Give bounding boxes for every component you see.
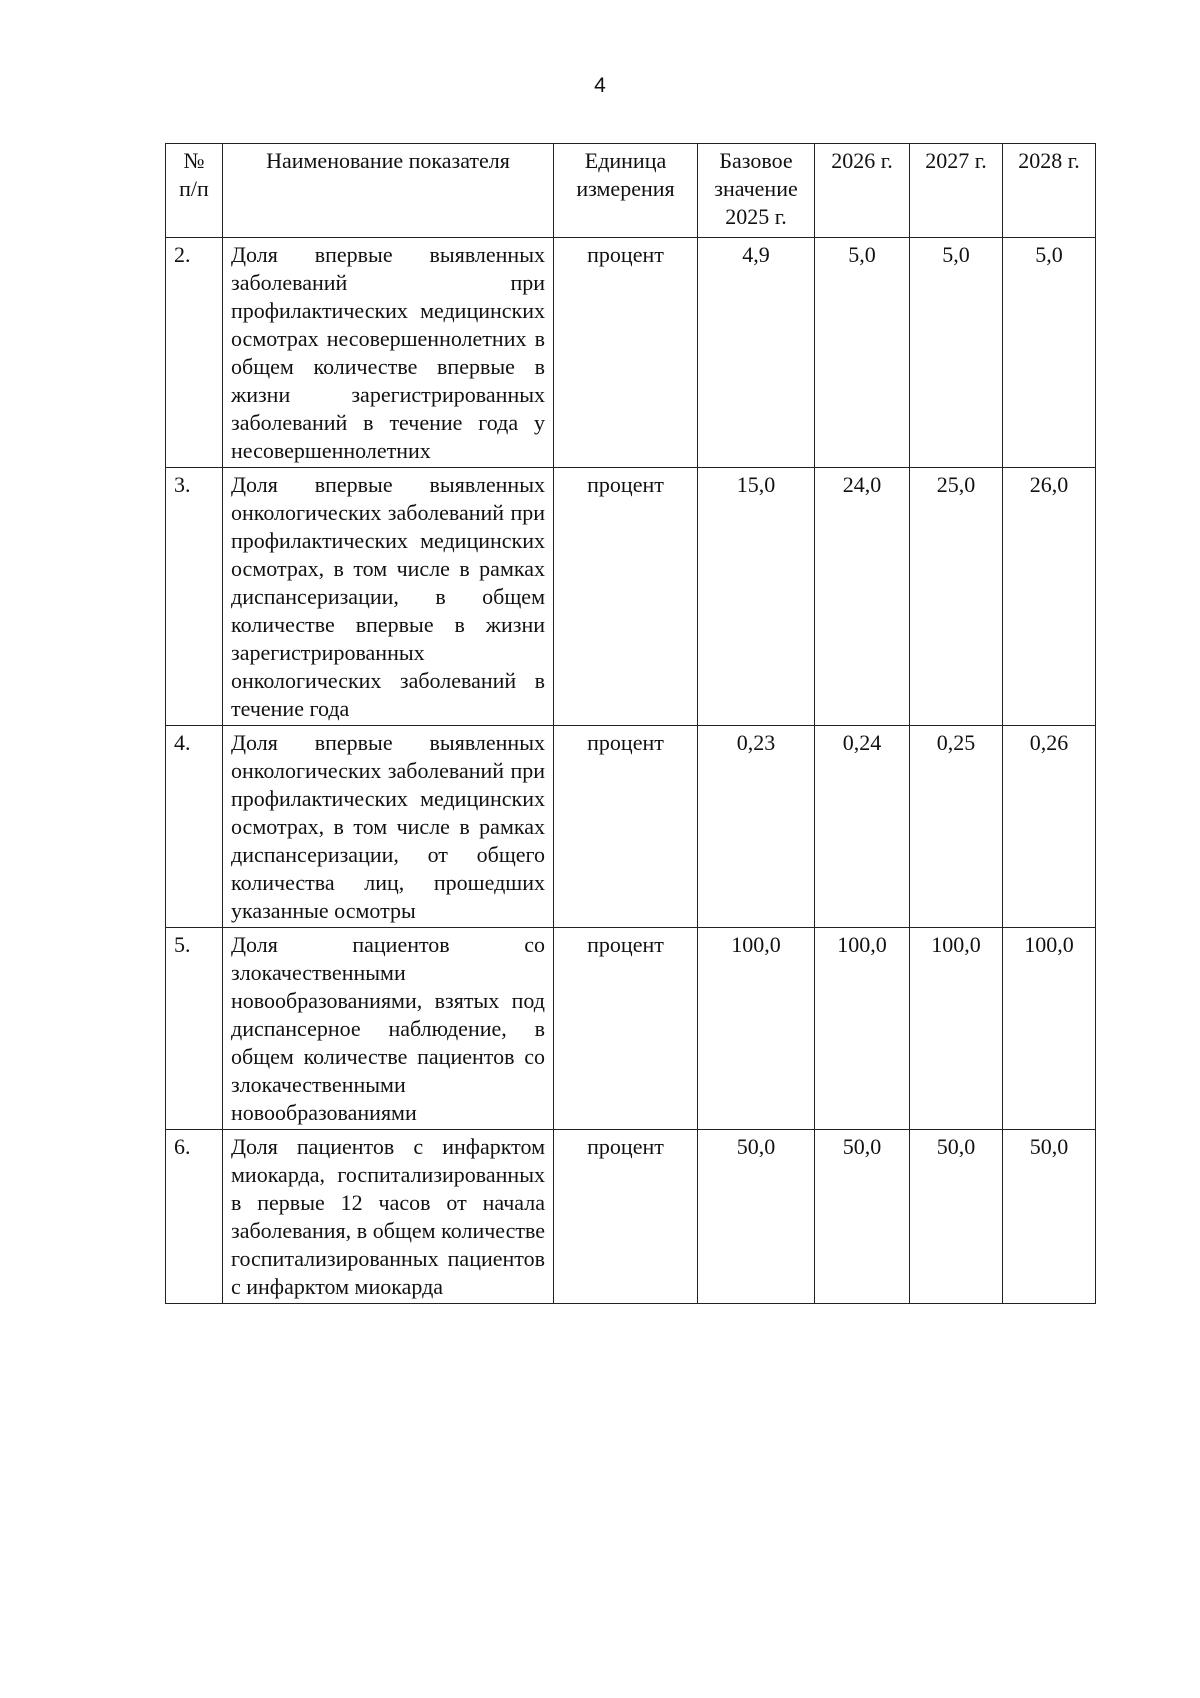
row-2027: 5,0 [910,238,1003,468]
row-name: Доля пациентов со злокачественными новообразованиями, взятых под диспансерное наблюдение, в общем количестве пациентов со злокачественными новообразованиями [223,928,554,1130]
row-2028: 50,0 [1003,1130,1096,1304]
row-2028: 100,0 [1003,928,1096,1130]
table-body [166,238,1096,1304]
row-2027: 0,25 [910,726,1003,928]
row-unit: процент [554,238,698,468]
table-row [166,928,1096,1130]
table-row [166,238,1096,468]
row-base: 4,9 [698,238,815,468]
row-base: 0,23 [698,726,815,928]
header-2026: 2026 г. [815,144,910,238]
row-unit: процент [554,468,698,726]
row-unit: процент [554,1130,698,1304]
row-num: 4. [166,726,223,928]
row-2027: 25,0 [910,468,1003,726]
row-2026: 0,24 [815,726,910,928]
row-2028: 0,26 [1003,726,1096,928]
row-2026: 24,0 [815,468,910,726]
row-num: 5. [166,928,223,1130]
row-num: 6. [166,1130,223,1304]
row-unit: процент [554,726,698,928]
header-unit: Единица измерения [554,144,698,238]
row-name: Доля впервые выявленных онкологических заболеваний при профилактических медицинских осмотрах, в том числе в рамках диспансеризации, в общем количестве впервые в жизни зарегистрированных онкологических заболеваний в течение года [223,468,554,726]
row-2026: 100,0 [815,928,910,1130]
header-row [166,144,1096,238]
table-header [166,144,1096,238]
header-2028: 2028 г. [1003,144,1096,238]
row-name: Доля впервые выявленных заболеваний при профилактических медицинских осмотрах несовершеннолетних в общем количестве впервые в жизни зарегистрированных заболеваний в течение года у несовершеннолетних [223,238,554,468]
table-row [166,468,1096,726]
row-base: 50,0 [698,1130,815,1304]
row-name: Доля пациентов с инфарктом миокарда, госпитализированных в первые 12 часов от начала заболевания, в общем количестве госпитализированных пациентов с инфарктом миокарда [223,1130,554,1304]
page-number: 4 [594,74,606,97]
row-base: 100,0 [698,928,815,1130]
row-2028: 26,0 [1003,468,1096,726]
header-base: Базовое значение 2025 г. [698,144,815,238]
table-row [166,726,1096,928]
header-2027: 2027 г. [910,144,1003,238]
row-unit: процент [554,928,698,1130]
table-row [166,1130,1096,1304]
row-num: 3. [166,468,223,726]
row-2026: 5,0 [815,238,910,468]
indicators-table [165,143,1096,1304]
row-2027: 100,0 [910,928,1003,1130]
row-2027: 50,0 [910,1130,1003,1304]
header-num: № п/п [166,144,223,238]
row-2028: 5,0 [1003,238,1096,468]
row-name: Доля впервые выявленных онкологических заболеваний при профилактических медицинских осмотрах, в том числе в рамках диспансеризации, от общего количества лиц, прошедших указанные осмотры [223,726,554,928]
row-2026: 50,0 [815,1130,910,1304]
row-num: 2. [166,238,223,468]
row-base: 15,0 [698,468,815,726]
header-name: Наименование показателя [223,144,554,238]
